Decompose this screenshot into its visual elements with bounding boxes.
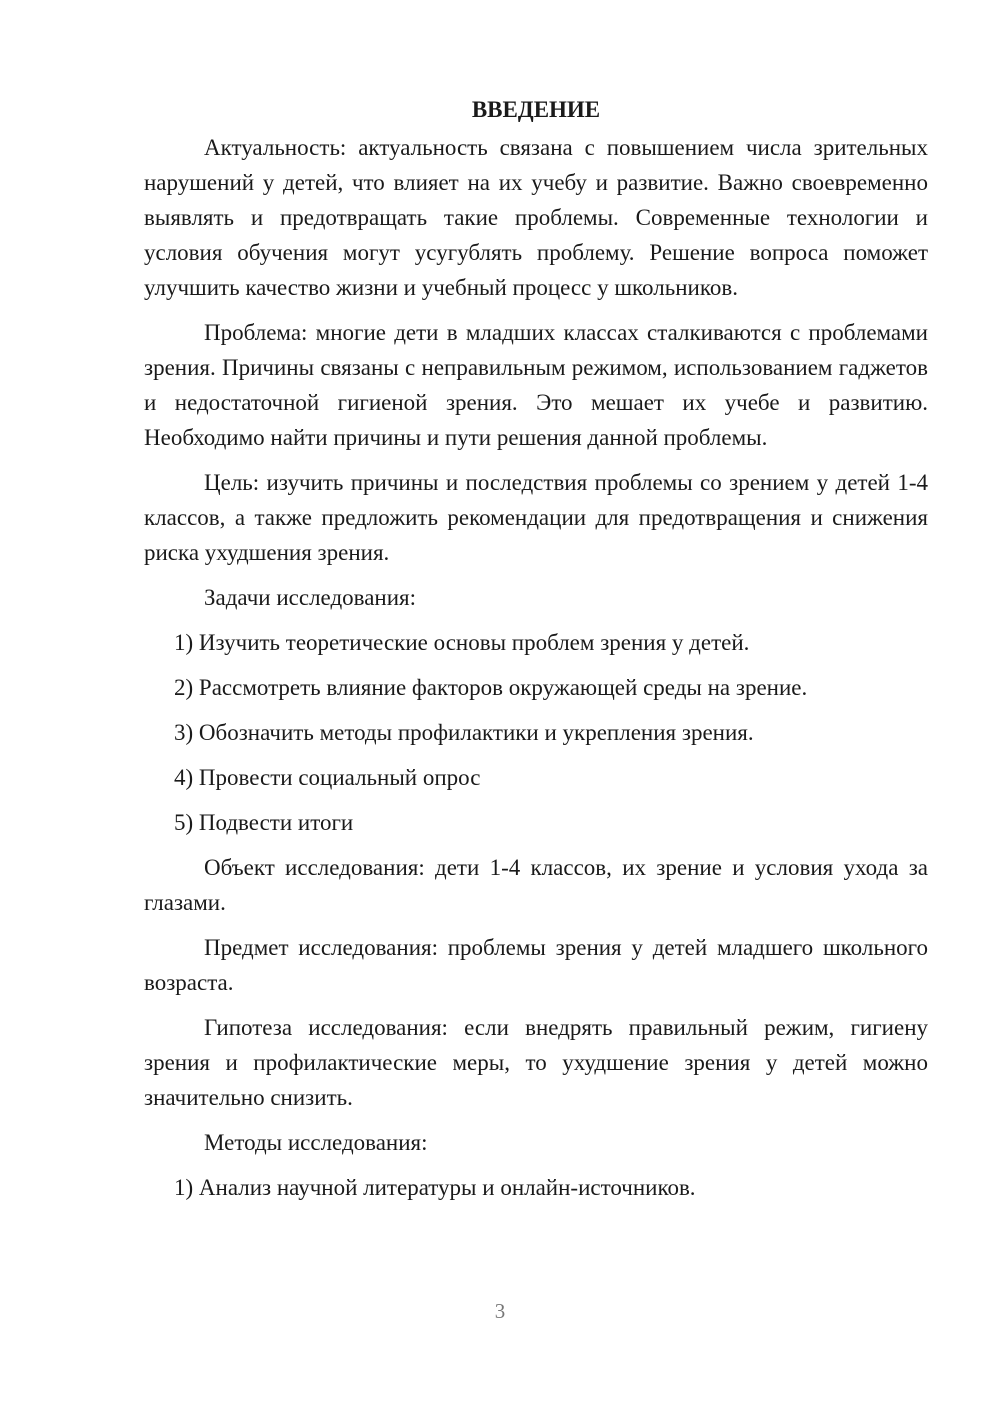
list-item: 1) Анализ научной литературы и онлайн-источников. bbox=[174, 1175, 696, 1200]
list-item: 3) Обозначить методы профилактики и укрепления зрения. bbox=[174, 720, 754, 745]
paragraph-relevance: Актуальность: актуальность связана с повышением числа зрительных нарушений у детей, что влияет на их учебу и развитие. Важно своевременно выявлять и предотвращать такие проблемы. Современные технологии и условия обучения могут усугублять проблему. Решение вопроса поможет улучшить качество жизни и учебный процесс у школьников. bbox=[144, 135, 928, 300]
methods-heading: Методы исследования: bbox=[204, 1130, 428, 1155]
tasks-heading: Задачи исследования: bbox=[204, 585, 417, 610]
page-title: ВВЕДЕНИЕ bbox=[471, 97, 601, 122]
paragraph-problem: Проблема: многие дети в младших классах сталкиваются с проблемами зрения. Причины связаны с неправильным режимом, использованием гаджетов и недостаточной гигиеной зрения. Это мешает их учебе и развитию. Необходимо найти причины и пути решения данной проблемы. bbox=[144, 320, 928, 450]
methods-list bbox=[144, 1170, 928, 1205]
paragraph-subject: Предмет исследования: проблемы зрения у детей младшего школьного возраста. bbox=[144, 935, 928, 995]
page-content bbox=[144, 92, 928, 1215]
tasks-list bbox=[144, 625, 928, 840]
list-item: 2) Рассмотреть влияние факторов окружающей среды на зрение. bbox=[174, 675, 808, 700]
list-item: 5) Подвести итоги bbox=[174, 810, 354, 835]
paragraph-hypothesis: Гипотеза исследования: если внедрять правильный режим, гигиену зрения и профилактические меры, то ухудшение зрения у детей можно значительно снизить. bbox=[144, 1015, 928, 1110]
paragraph-goal: Цель: изучить причины и последствия проблемы со зрением у детей 1-4 классов, а также предложить рекомендации для предотвращения и снижения риска ухудшения зрения. bbox=[144, 470, 928, 565]
paragraph-object: Объект исследования: дети 1-4 классов, их зрение и условия ухода за глазами. bbox=[144, 855, 928, 915]
list-item: 1) Изучить теоретические основы проблем зрения у детей. bbox=[174, 630, 750, 655]
list-item: 4) Провести социальный опрос bbox=[174, 765, 481, 790]
page-number: 3 bbox=[494, 1299, 506, 1323]
